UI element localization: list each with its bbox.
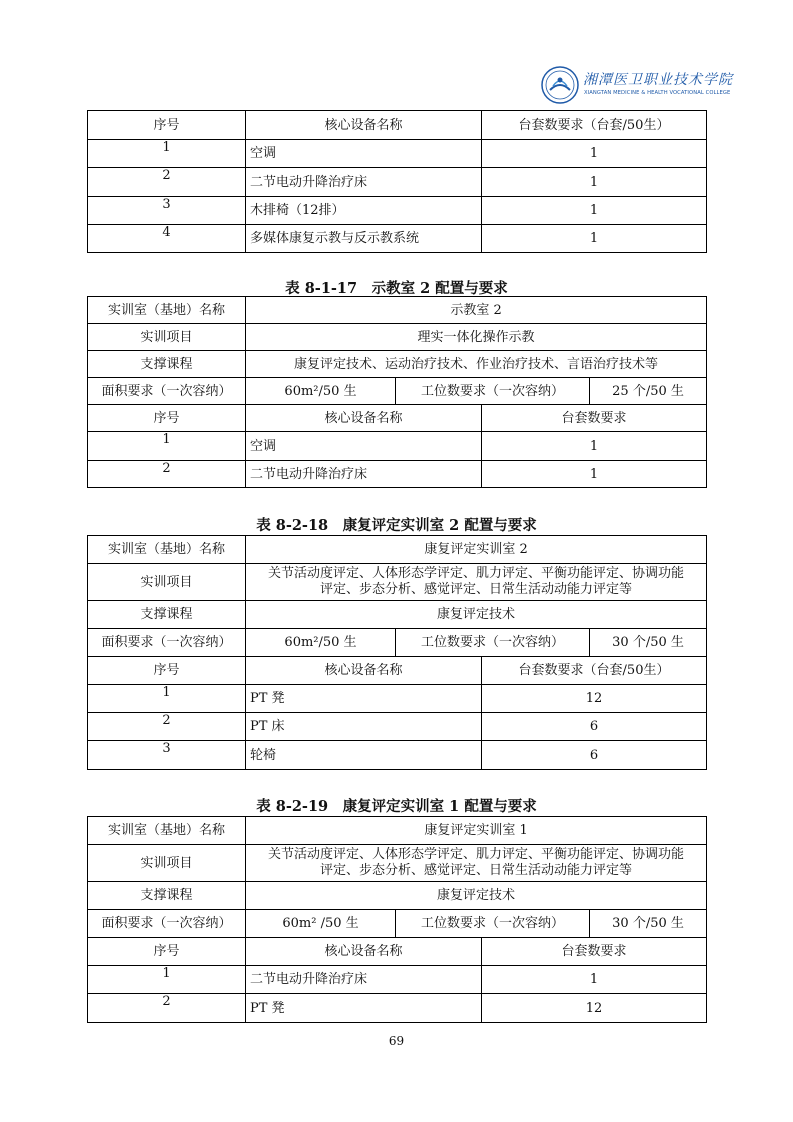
table-row	[88, 994, 707, 1023]
header-no: 序号	[88, 405, 246, 432]
station-value: 30 个/50 生	[590, 629, 707, 657]
header-qty: 台套数要求	[482, 405, 707, 432]
table-row	[88, 741, 707, 770]
table-caption-8-2-19: 表 8-2-19 康复评定实训室 1 配置与要求	[256, 798, 537, 815]
row-name: 二节电动升降治疗床	[246, 461, 482, 488]
row-name: PT 凳	[246, 994, 482, 1023]
college-name-cn: 湘潭医卫职业技术学院	[583, 72, 733, 88]
course-label: 支撑课程	[88, 882, 246, 910]
station-value: 25 个/50 生	[590, 378, 707, 405]
station-value: 30 个/50 生	[590, 910, 707, 938]
row-no: 2	[88, 461, 246, 488]
config-table-8-2-19	[87, 816, 707, 1023]
project-line-1: 关节活动度评定、人体形态学评定、肌力评定、平衡功能评定、协调功能	[268, 566, 685, 581]
project-value	[246, 564, 707, 601]
table-row	[88, 461, 707, 488]
area-value: 60m²/50 生	[246, 629, 396, 657]
room-label: 实训室（基地）名称	[88, 817, 246, 845]
table-row	[88, 197, 707, 225]
area-label: 面积要求（一次容纳）	[88, 629, 246, 657]
station-label: 工位数要求（一次容纳）	[396, 629, 590, 657]
station-label: 工位数要求（一次容纳）	[396, 378, 590, 405]
row-no: 1	[88, 966, 246, 994]
course-value: 康复评定技术	[246, 882, 707, 910]
row-qty: 1	[482, 225, 707, 253]
room-value: 示教室 2	[246, 297, 707, 324]
header-no: 序号	[88, 111, 246, 140]
project-value: 理实一体化操作示教	[246, 324, 707, 351]
area-value: 60m²/50 生	[246, 378, 396, 405]
header-no: 序号	[88, 657, 246, 685]
row-qty: 1	[482, 461, 707, 488]
row-qty: 12	[482, 994, 707, 1023]
row-no: 2	[88, 994, 246, 1023]
row-name: 二节电动升降治疗床	[246, 966, 482, 994]
table-row	[88, 140, 707, 168]
row-no: 3	[88, 741, 246, 770]
course-value: 康复评定技术、运动治疗技术、作业治疗技术、言语治疗技术等	[246, 351, 707, 378]
row-no: 4	[88, 225, 246, 253]
room-label: 实训室（基地）名称	[88, 536, 246, 564]
room-value: 康复评定实训室 1	[246, 817, 707, 845]
row-no: 1	[88, 140, 246, 168]
area-label: 面积要求（一次容纳）	[88, 910, 246, 938]
row-qty: 1	[482, 168, 707, 197]
station-label: 工位数要求（一次容纳）	[396, 910, 590, 938]
row-name: PT 凳	[246, 685, 482, 713]
config-table-8-2-18	[87, 535, 707, 770]
table-row	[88, 685, 707, 713]
college-logo	[541, 66, 733, 106]
row-no: 1	[88, 685, 246, 713]
page-number: 69	[388, 1034, 405, 1048]
table-row	[88, 225, 707, 253]
table-header-row	[88, 405, 707, 432]
project-line-1: 关节活动度评定、人体形态学评定、肌力评定、平衡功能评定、协调功能	[268, 847, 685, 862]
course-label: 支撑课程	[88, 601, 246, 629]
header-name: 核心设备名称	[246, 657, 482, 685]
row-qty: 1	[482, 966, 707, 994]
row-no: 3	[88, 197, 246, 225]
row-qty: 1	[482, 432, 707, 461]
row-qty: 12	[482, 685, 707, 713]
area-label: 面积要求（一次容纳）	[88, 378, 246, 405]
table-row	[88, 966, 707, 994]
college-seal-icon	[541, 66, 579, 104]
room-label: 实训室（基地）名称	[88, 297, 246, 324]
project-value	[246, 845, 707, 882]
row-no: 2	[88, 713, 246, 741]
row-name: 二节电动升降治疗床	[246, 168, 482, 197]
table-row	[88, 168, 707, 197]
table-header-row	[88, 111, 707, 140]
row-name: 空调	[246, 432, 482, 461]
course-label: 支撑课程	[88, 351, 246, 378]
row-no: 1	[88, 432, 246, 461]
row-name: PT 床	[246, 713, 482, 741]
header-name: 核心设备名称	[246, 111, 482, 140]
table-caption-8-1-17: 表 8-1-17 示教室 2 配置与要求	[285, 280, 508, 297]
row-name: 空调	[246, 140, 482, 168]
table-row	[88, 713, 707, 741]
row-name: 木排椅（12排）	[246, 197, 482, 225]
header-name: 核心设备名称	[246, 405, 482, 432]
project-label: 实训项目	[88, 324, 246, 351]
table-caption-8-2-18: 表 8-2-18 康复评定实训室 2 配置与要求	[256, 517, 537, 534]
row-no: 2	[88, 168, 246, 197]
table-row	[88, 432, 707, 461]
table-header-row	[88, 657, 707, 685]
project-line-2: 评定、步态分析、感觉评定、日常生活动动能力评定等	[320, 582, 633, 597]
area-value: 60m² /50 生	[246, 910, 396, 938]
header-qty: 台套数要求（台套/50生）	[482, 657, 707, 685]
project-label: 实训项目	[88, 564, 246, 601]
row-name: 多媒体康复示教与反示教系统	[246, 225, 482, 253]
config-table-8-1-17	[87, 296, 707, 488]
equipment-table-continued	[87, 110, 707, 253]
table-header-row	[88, 938, 707, 966]
row-qty: 1	[482, 140, 707, 168]
header-qty: 台套数要求	[482, 938, 707, 966]
project-line-2: 评定、步态分析、感觉评定、日常生活动动能力评定等	[320, 863, 633, 878]
row-name: 轮椅	[246, 741, 482, 770]
course-value: 康复评定技术	[246, 601, 707, 629]
row-qty: 6	[482, 713, 707, 741]
header-no: 序号	[88, 938, 246, 966]
row-qty: 1	[482, 197, 707, 225]
room-value: 康复评定实训室 2	[246, 536, 707, 564]
college-name-en: XIANGTAN MEDICINE & HEALTH VOCATIONAL COLLEGE	[584, 90, 731, 96]
row-qty: 6	[482, 741, 707, 770]
project-label: 实训项目	[88, 845, 246, 882]
header-name: 核心设备名称	[246, 938, 482, 966]
header-qty: 台套数要求（台套/50生）	[482, 111, 707, 140]
